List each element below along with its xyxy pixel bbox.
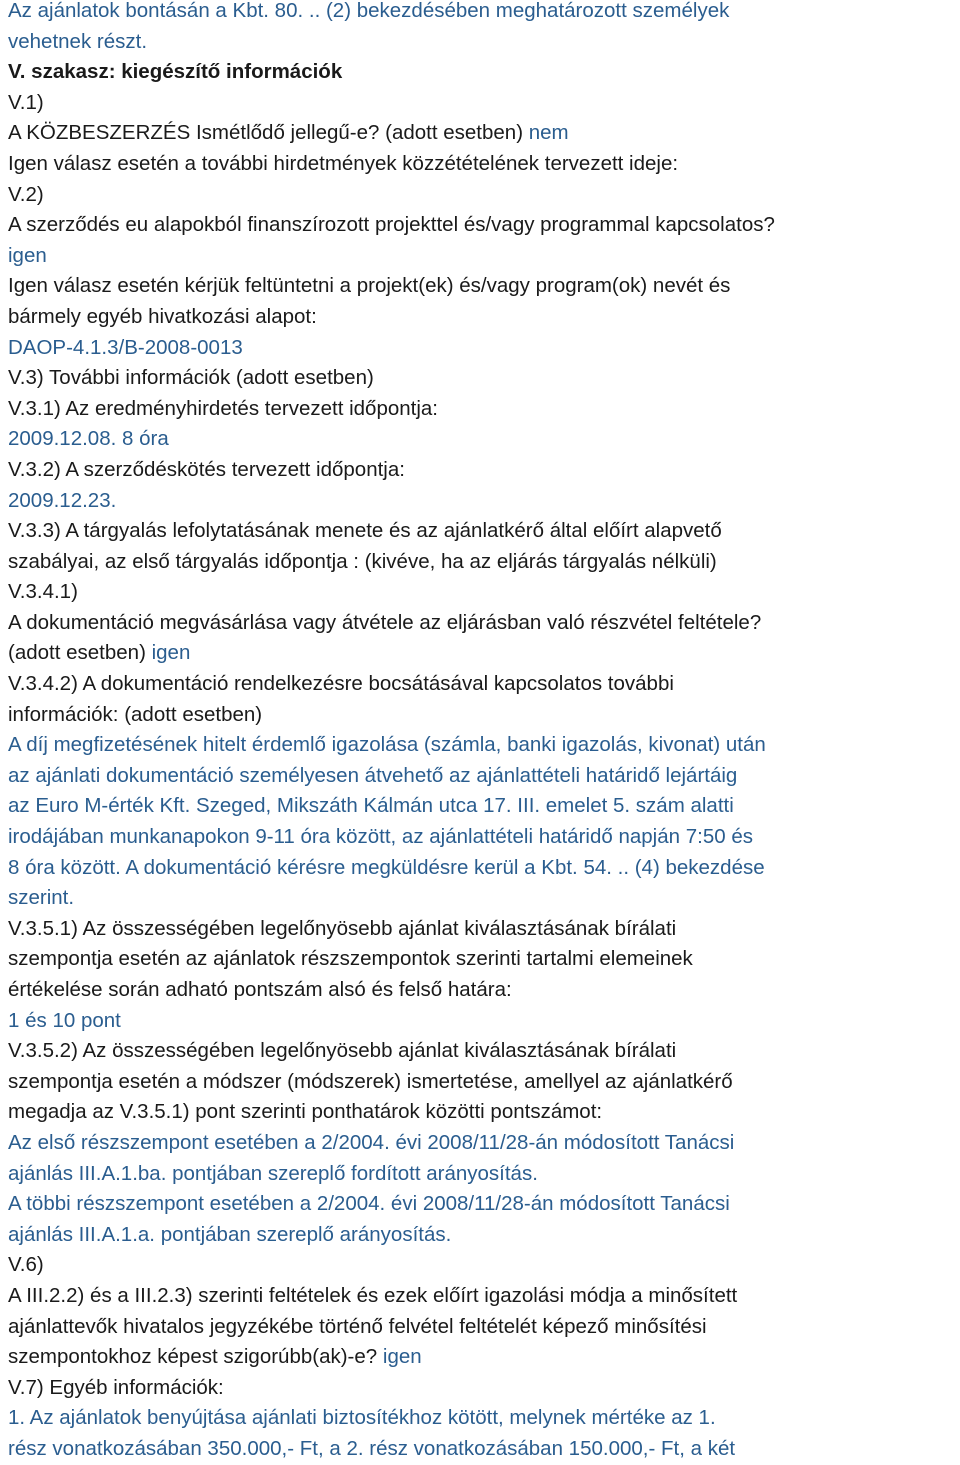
field-value: 2009.12.23.: [8, 488, 117, 512]
field-value: 8 óra között. A dokumentáció kérésre megküldésre kerül a Kbt. 54. .. (4) bekezdése: [8, 855, 765, 879]
field-label: V.6): [8, 1253, 44, 1277]
field-value: Az első részszempont esetében a 2/2004. évi 2008/11/28-án módosított Tanácsi: [8, 1130, 735, 1154]
field-label: V.3.5.2) Az összességében legelőnyösebb ajánlat kiválasztásának bírálati: [8, 1039, 677, 1063]
field-value: igen: [8, 243, 47, 267]
field-label: V.3.1) Az eredményhirdetés tervezett időpontja:: [8, 396, 438, 420]
text-line: [8, 577, 958, 608]
field-label: A KÖZBESZERZÉS Ismétlődő jellegű-e? (adott esetben): [8, 121, 529, 145]
field-label: V.2): [8, 182, 44, 206]
field-value: ajánlás III.A.1.a. pontjában szereplő arányosítás.: [8, 1222, 452, 1246]
text-line: [8, 455, 958, 486]
text-line: [8, 1189, 958, 1220]
text-line: [8, 975, 958, 1006]
field-value: rész vonatkozásában 350.000,- Ft, a 2. rész vonatkozásában 150.000,- Ft, a két: [8, 1436, 736, 1460]
text-line: [8, 669, 958, 700]
field-label: V.7) Egyéb információk:: [8, 1375, 224, 1399]
section-heading: V. szakasz: kiegészítő információk: [8, 60, 343, 84]
field-label: értékelése során adható pontszám alsó és felső határa:: [8, 978, 512, 1001]
field-value: 1 és 10 pont: [8, 1008, 121, 1032]
field-value: irodájában munkanapokon 9-11 óra között, az ajánlattételi határidő napján 7:50 és: [8, 825, 753, 849]
text-line: [8, 149, 958, 180]
text-line: [8, 1159, 958, 1190]
text-line: [8, 1281, 958, 1312]
field-label: A III.2.2) és a III.2.3) szerinti feltételek és ezek előírt igazolási módja a minősített: [8, 1283, 738, 1307]
text-line: [8, 1373, 958, 1404]
text-line: [8, 0, 958, 27]
field-value: DAOP-4.1.3/B-2008-0013: [8, 335, 243, 359]
field-label: Igen válasz esetén kérjük feltüntetni a projekt(ek) és/vagy program(ok) nevét és: [8, 274, 731, 298]
text-line: [8, 118, 958, 149]
text-line: [8, 853, 958, 884]
field-label: ajánlattevők hivatalos jegyzékébe történő felvétel feltételét képező minősítési: [8, 1314, 707, 1338]
text-line: [8, 914, 958, 945]
text-line: [8, 944, 958, 975]
text-line: [8, 57, 958, 88]
text-line: [8, 1403, 958, 1434]
field-value: igen: [382, 1345, 422, 1369]
field-value: igen: [151, 641, 191, 665]
text-line: [8, 27, 958, 58]
field-label: V.3.4.1): [8, 580, 78, 604]
field-label: V.3.2) A szerződéskötés tervezett időpontja:: [8, 457, 405, 481]
field-label: szempontokhoz képest szigorúbb(ak)-e?: [8, 1345, 383, 1369]
text-line: [8, 638, 958, 669]
field-label: szempontja esetén az ajánlatok részszempontok szerinti tartalmi elemeinek: [8, 947, 693, 971]
field-value: A többi részszempont esetében a 2/2004. évi 2008/11/28-án módosított Tanácsi: [8, 1192, 730, 1216]
text-line: [8, 424, 958, 455]
text-line: [8, 210, 958, 241]
field-label: Igen válasz esetén a további hirdetmények közzétételének tervezett ideje:: [8, 151, 679, 175]
field-label: V.3.5.1) Az összességében legelőnyösebb ajánlat kiválasztásának bírálati: [8, 916, 677, 940]
text-line: [8, 1067, 958, 1098]
field-label: bármely egyéb hivatkozási alapot:: [8, 304, 317, 328]
field-label: szempontja esetén a módszer (módszerek) ismertetése, amellyel az ajánlatkérő: [8, 1069, 733, 1093]
text-line: [8, 516, 958, 547]
text-line: [8, 1250, 958, 1281]
text-line: [8, 241, 958, 272]
text-line: [8, 883, 958, 914]
text-line: [8, 730, 958, 761]
field-value: az ajánlati dokumentáció személyesen átvehető az ajánlattételi határidő lejártáig: [8, 763, 738, 787]
field-value: A díj megfizetésének hitelt érdemlő igazolása (számla, banki igazolás, kivonat) után: [8, 733, 766, 757]
field-value: 1. Az ajánlatok benyújtása ajánlati biztosítékhoz kötött, melynek mértéke az 1.: [8, 1406, 716, 1430]
field-value: 2009.12.08. 8 óra: [8, 427, 169, 451]
field-value: szerint.: [8, 886, 75, 910]
field-label: szabályai, az első tárgyalás időpontja : (kivéve, ha az eljárás tárgyalás nélküli): [8, 549, 717, 573]
text-line: [8, 547, 958, 578]
text-line: [8, 1128, 958, 1159]
text-line: [8, 761, 958, 792]
field-label: V.1): [8, 90, 44, 114]
text-line: [8, 363, 958, 394]
text-line: [8, 1434, 958, 1465]
text-line: [8, 1036, 958, 1067]
text-line: [8, 180, 958, 211]
text-line: [8, 1006, 958, 1037]
text-line: [8, 333, 958, 364]
field-value: az Euro M-érték Kft. Szeged, Mikszáth Kálmán utca 17. III. emelet 5. szám alatti: [8, 794, 734, 818]
field-label: V.3.4.2) A dokumentáció rendelkezésre bocsátásával kapcsolatos további: [8, 672, 674, 696]
text-line: [8, 302, 958, 333]
field-value: nem: [528, 121, 569, 145]
document-body: [8, 0, 958, 1465]
text-line: [8, 486, 958, 517]
field-label: A dokumentáció megvásárlása vagy átvétele az eljárásban való részvétel feltétele?: [8, 610, 762, 634]
text-line: [8, 1312, 958, 1343]
field-value: Az ajánlatok bontásán a Kbt. 80. .. (2) bekezdésében meghatározott személyek: [8, 0, 730, 22]
text-line: [8, 700, 958, 731]
field-label: (adott esetben): [8, 641, 152, 665]
text-line: [8, 608, 958, 639]
field-value: ajánlás III.A.1.ba. pontjában szereplő fordított arányosítás.: [8, 1161, 538, 1185]
field-value: vehetnek részt.: [8, 29, 148, 53]
field-label: V.3.3) A tárgyalás lefolytatásának menete és az ajánlatkérő által előírt alapvető: [8, 519, 722, 543]
text-line: [8, 1097, 958, 1128]
text-line: [8, 271, 958, 302]
text-line: [8, 791, 958, 822]
text-line: [8, 88, 958, 119]
field-label: megadja az V.3.5.1) pont szerinti ponthatárok közötti pontszámot:: [8, 1100, 603, 1124]
text-line: [8, 394, 958, 425]
text-line: [8, 822, 958, 853]
field-label: V.3) További információk (adott esetben): [8, 366, 374, 390]
text-line: [8, 1342, 958, 1373]
field-label: A szerződés eu alapokból finanszírozott projekttel és/vagy programmal kapcsolatos?: [8, 213, 775, 237]
text-line: [8, 1220, 958, 1251]
field-label: információk: (adott esetben): [8, 702, 263, 726]
